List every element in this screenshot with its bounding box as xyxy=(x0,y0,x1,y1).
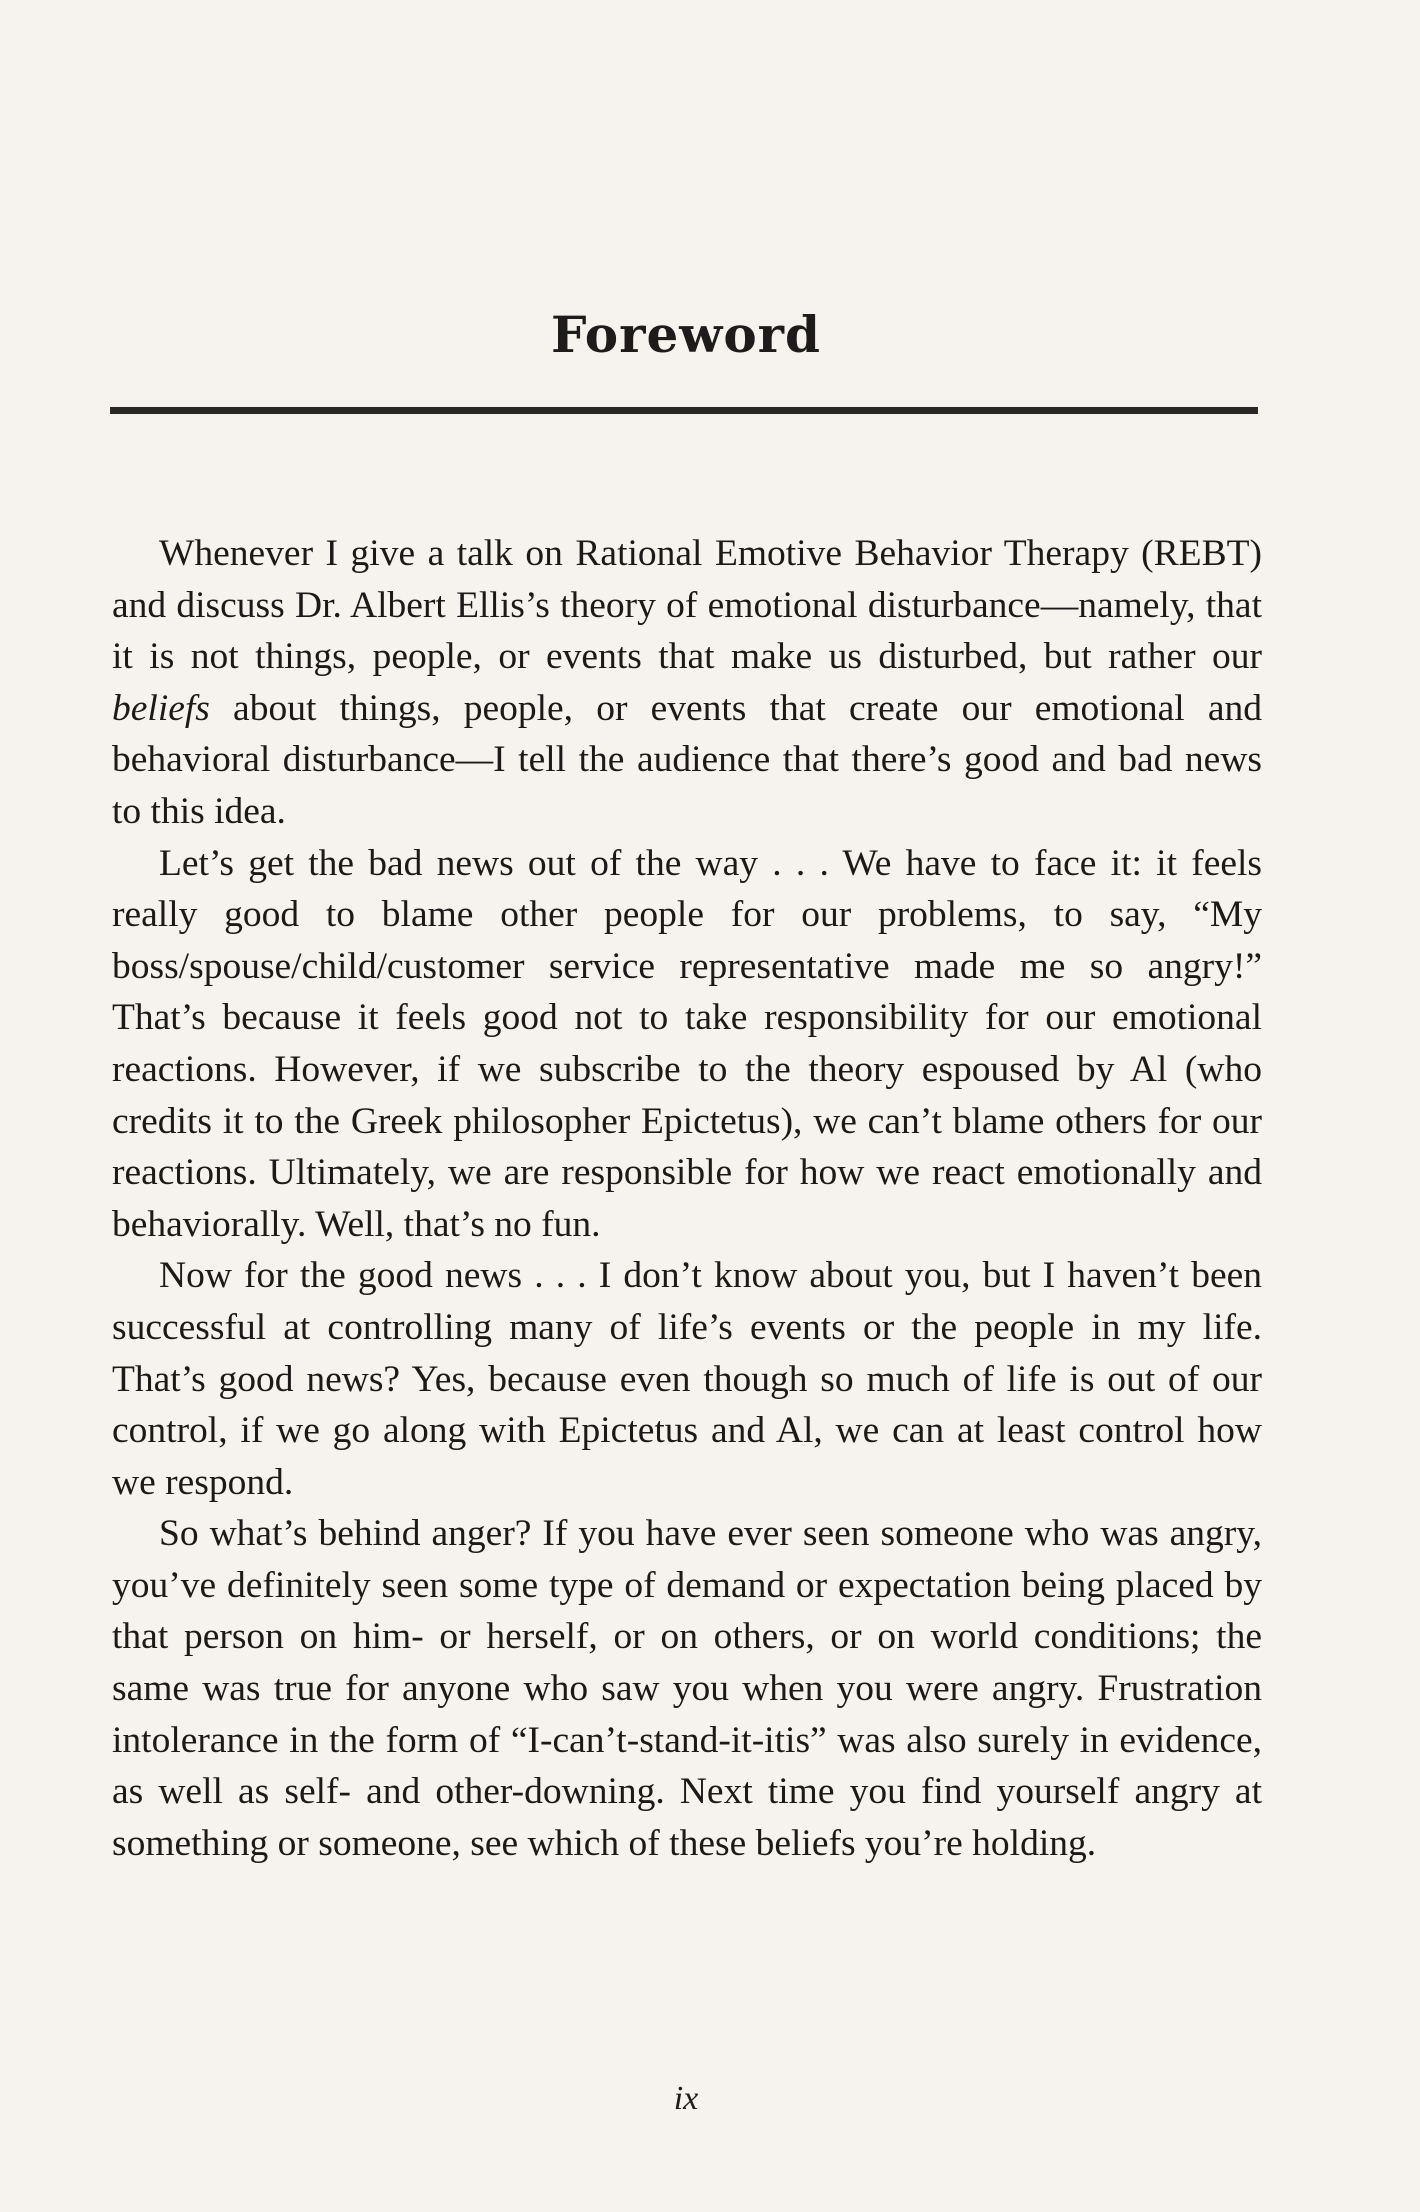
paragraph-3: Now for the good news . . . I don’t know about you, but I haven’t been successful at controlling many of life’s events or the people in my life. That’s good news? Yes, because even though so much of life is out of our control, if we go along with Epictetus and Al, we can at least control how we respond. xyxy=(112,1255,1262,1503)
paragraph-4: So what’s behind anger? If you have ever seen someone who was angry, you’ve definitely seen some type of demand or expectation being placed by that person on him- or herself, or on others, or on world conditions; the same was true for anyone who saw you when you were angry. Frustration intolerance in the form of “I-can’t-stand-it-itis” was also surely in evidence, as well as self- and other-downing. Next time you find yourself angry at something or someone, see which of these beliefs you’re holding. xyxy=(112,1513,1262,1864)
title-rule xyxy=(110,407,1258,414)
emphasis-beliefs: beliefs xyxy=(112,687,210,729)
chapter-title: Foreword xyxy=(551,305,821,364)
page-number: ix xyxy=(673,2080,699,2117)
paragraph-1-text-before: Whenever I give a talk on Rational Emotive Behavior Therapy (REBT) and discuss Dr. Albert Ellis’s theory of emotional disturbance—namely, that it is not things, people, or events that make us disturbed, but rather our xyxy=(112,533,1262,678)
body-text xyxy=(112,528,1262,1869)
paragraph-1-text-after: about things, people, or events that create our emotional and behavioral disturbance—I tell the audience that there’s good and bad news to this idea. xyxy=(112,687,1262,832)
paragraph-2: Let’s get the bad news out of the way . . . We have to face it: it feels really good to blame other people for our problems, to say, “My boss/spouse/child/customer service representative made me so angry!” That’s because it feels good not to take responsibility for our emotional reactions. However, if we subscribe to the theory espoused by Al (who credits it to the Greek philosopher Epictetus), we can’t blame others for our reactions. Ultimately, we are responsible for how we react emotionally and behaviorally. Well, that’s no fun. xyxy=(112,842,1262,1245)
paragraph-1 xyxy=(112,528,1262,838)
